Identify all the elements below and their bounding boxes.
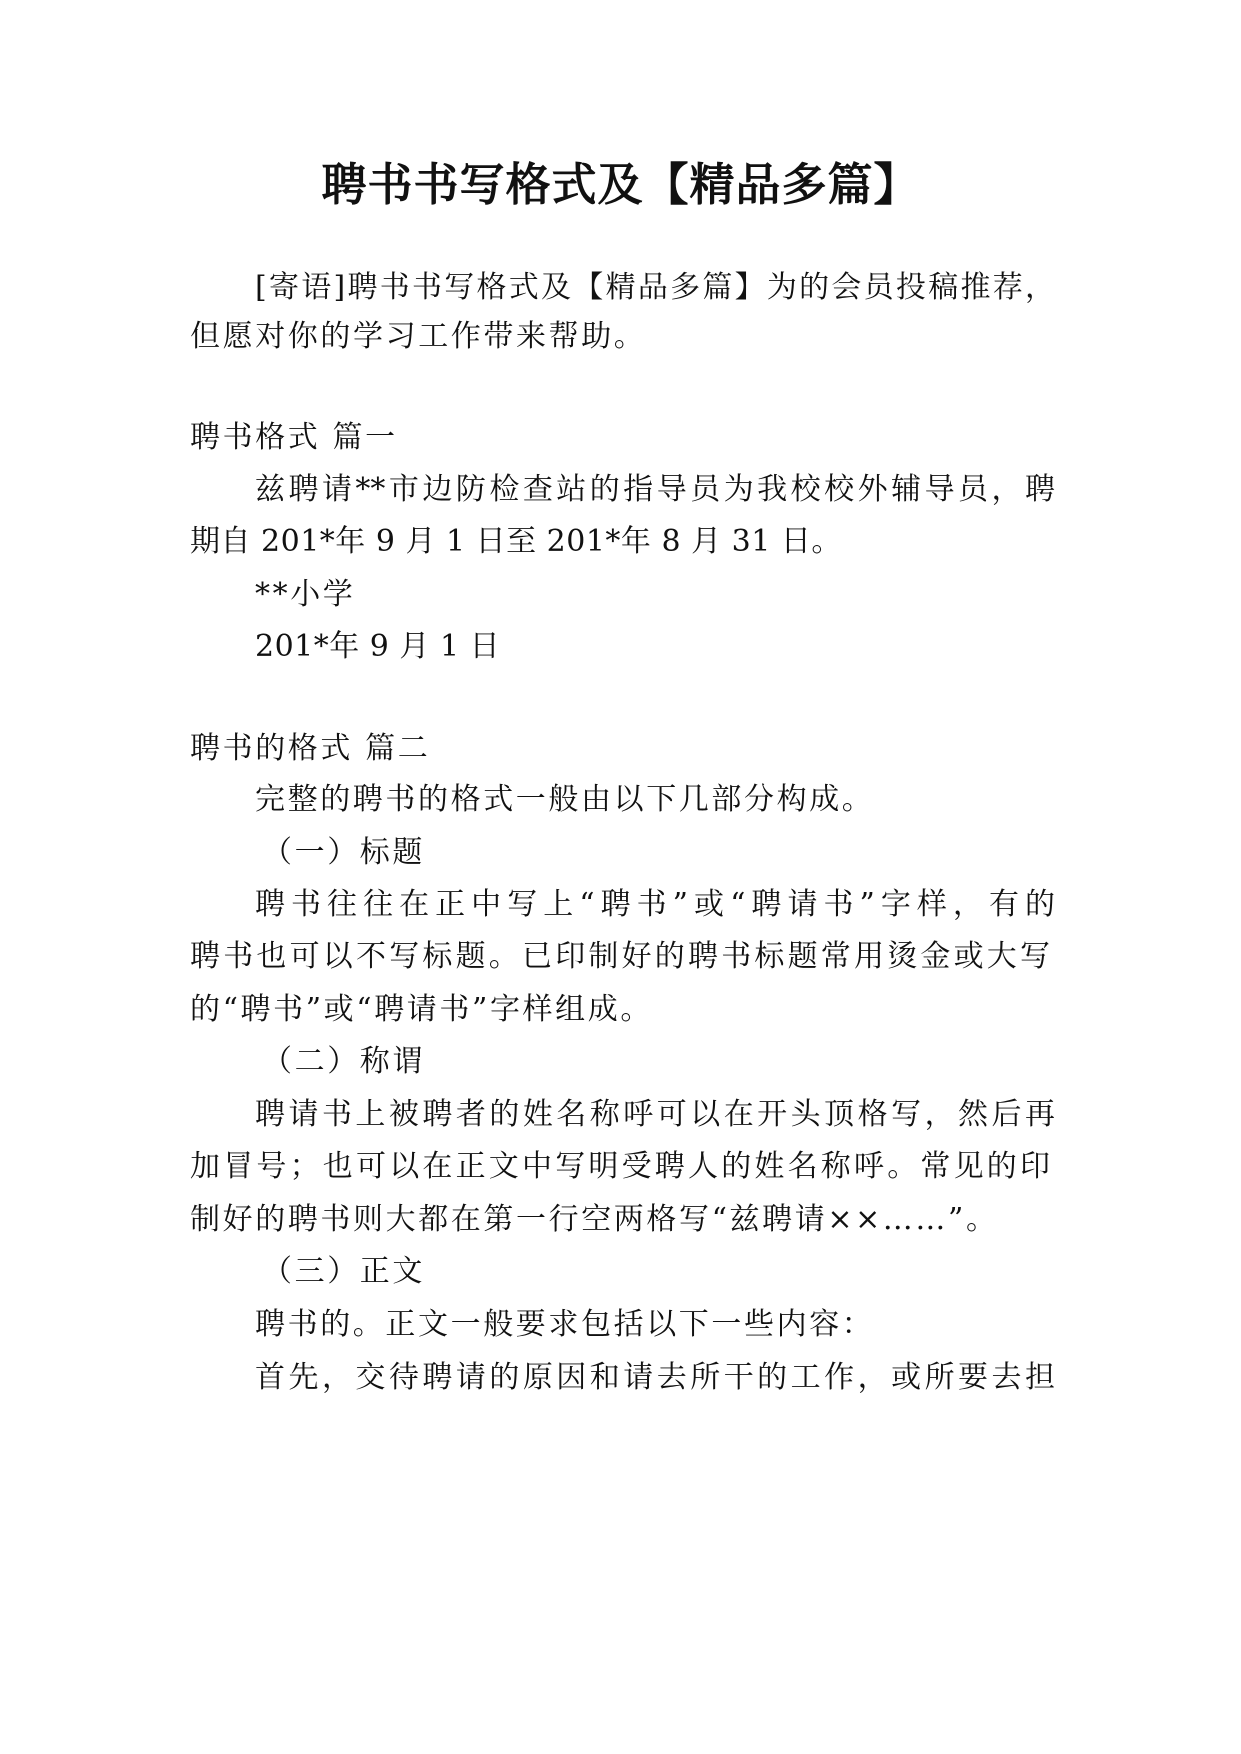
section-1-signature: **小学 [255,577,356,612]
section-1-heading: 聘书格式 篇一 [190,420,398,455]
subsection-2-heading: （二）称谓 [262,1044,425,1079]
intro-line-1: [寄语]聘书书写格式及【精品多篇】为的会员投稿推荐， [255,270,1055,305]
subsection-1-line-3: 的“聘书”或“聘请书”字样组成。 [190,992,653,1027]
section-2-intro: 完整的聘书的格式一般由以下几部分构成。 [255,782,875,817]
subsection-1-line-1: 聘书往往在正中写上“聘书”或“聘请书”字样，有的 [255,887,1055,922]
section-1-body-line-1: 兹聘请**市边防检查站的指导员为我校校外辅导员，聘 [255,472,1055,507]
subsection-2-line-2: 加冒号；也可以在正文中写明受聘人的姓名称呼。常见的印 [190,1149,1050,1184]
document-title: 聘书书写格式及【精品多篇】 [321,158,920,211]
subsection-3-line-1: 聘书的。正文一般要求包括以下一些内容： [255,1307,875,1342]
subsection-1-heading: （一）标题 [262,835,425,870]
section-1-body-line-2: 期自 201*年 9 月 1 日至 201*年 8 月 31 日。 [190,524,842,559]
subsection-2-line-1: 聘请书上被聘者的姓名称呼可以在开头顶格写，然后再 [255,1097,1055,1132]
intro-line-2: 但愿对你的学习工作带来帮助。 [190,319,647,354]
section-2-heading: 聘书的格式 篇二 [190,731,431,766]
subsection-3-heading: （三）正文 [262,1254,425,1289]
section-1-date: 201*年 9 月 1 日 [255,629,501,664]
subsection-3-line-2: 首先，交待聘请的原因和请去所干的工作，或所要去担 [255,1360,1055,1395]
subsection-2-line-3: 制好的聘书则大都在第一行空两格写“兹聘请××……”。 [190,1202,999,1237]
subsection-1-line-2: 聘书也可以不写标题。已印制好的聘书标题常用烫金或大写 [190,939,1050,974]
